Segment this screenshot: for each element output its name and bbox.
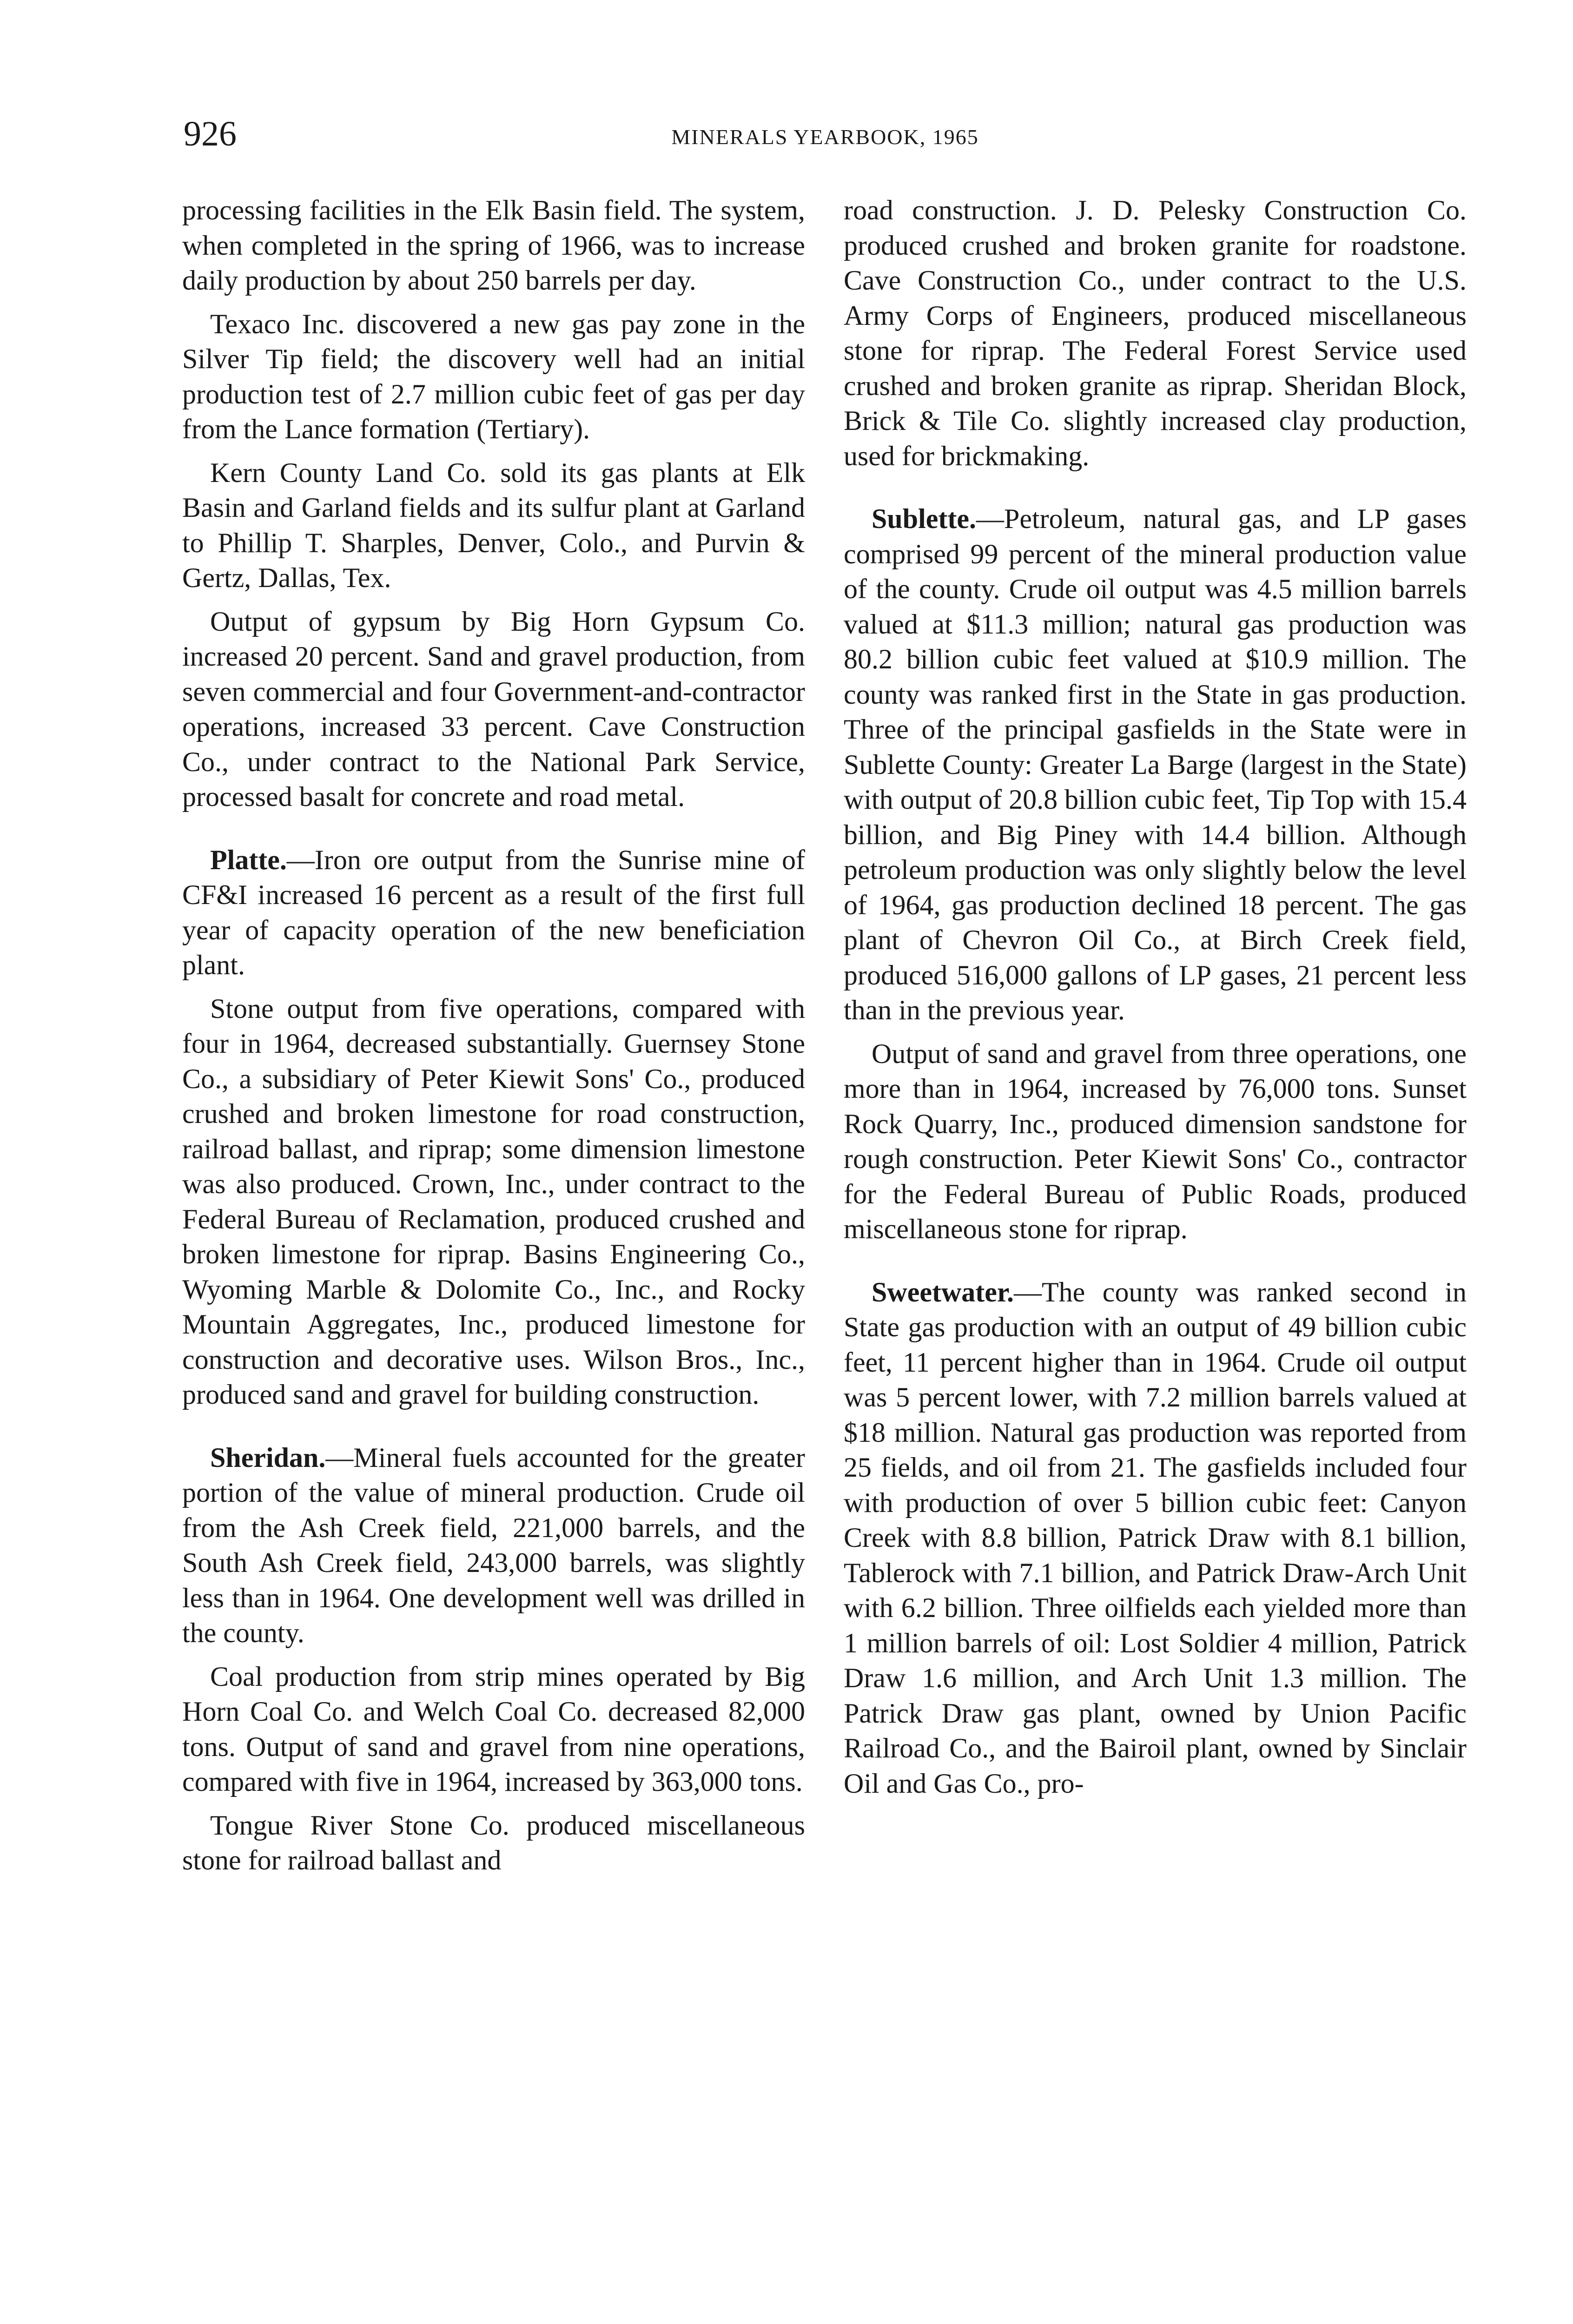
paragraph-text: —Iron ore output from the Sunrise mine of CF&I increased 16 percent as a result of the first full year of capacity operation of the new beneficiation plant.	[182, 844, 805, 980]
paragraph-text: —Petroleum, natural gas, and LP gases comprised 99 percent of the mineral production value of the county. Crude oil output was 4.5 million barrels valued at $11.3 million; natural gas production was 80.2 billion cubic feet valued at $10.9 million. The county was ranked first in the State in gas production. Three of the principal gasfields in the State were in Sublette County: Greater La Barge (largest in the State) with output of 20.8 billion cubic feet, Tip Top with 15.4 billion, and Big Piney with 14.4 billion. Although petroleum production was only slightly below the level of 1964, gas production declined 18 percent. The gas plant of Chevron Oil Co., at Birch Creek field, produced 516,000 gallons of LP gases, 21 percent less than in the previous year.	[844, 503, 1467, 1025]
paragraph-text: —Mineral fuels accounted for the greater portion of the value of mineral production. Crude oil from the Ash Creek field, 221,000 barrels, and the South Ash Creek field, 243,000 barrels, was slightly less than in 1964. One development well was drilled in the county.	[182, 1442, 805, 1648]
paragraph: road construction. J. D. Pelesky Construction Co. produced crushed and broken granite for roadstone. Cave Construction Co., under contract to the U.S. Army Corps of Engineers, produced miscellaneous stone for riprap. The Federal Forest Service used crushed and broken granite as riprap. Sheridan Block, Brick & Tile Co. slightly increased clay production, used for brickmaking.	[844, 195, 1467, 471]
sublette-section	[844, 502, 1467, 1028]
paragraph: Tongue River Stone Co. produced miscellaneous stone for railroad ballast and	[182, 1809, 805, 1875]
running-head: MINERALS YEARBOOK, 1965	[671, 125, 979, 149]
paragraph: Kern County Land Co. sold its gas plants at Elk Basin and Garland fields and its sulfur plant at Garland to Phillip T. Sharples, Denver, Colo., and Purvin & Gertz, Dallas, Tex.	[182, 457, 805, 593]
right-column	[844, 193, 1467, 1801]
sheridan-section	[182, 1440, 805, 1651]
section-heading-sublette: Sublette.	[872, 503, 976, 534]
paragraph: Output of gypsum by Big Horn Gypsum Co. increased 20 percent. Sand and gravel production, from seven commercial and four Government-and-contractor operations, increased 33 percent. Cave Construction Co., under contract to the National Park Service, processed basalt for concrete and road metal.	[182, 606, 805, 812]
page-number: 926	[184, 114, 237, 153]
left-column	[182, 193, 805, 1878]
paragraph: Texaco Inc. discovered a new gas pay zone in the Silver Tip field; the discovery well had an initial production test of 2.7 million cubic feet of gas per day from the Lance formation (Tertiary).	[182, 308, 805, 444]
paragraph: Coal production from strip mines operated by Big Horn Coal Co. and Welch Coal Co. decreased 82,000 tons. Output of sand and gravel from nine operations, compared with five in 1964, increased by 363,000 tons.	[182, 1661, 805, 1797]
paragraph: processing facilities in the Elk Basin field. The system, when completed in the spring of 1966, was to increase daily production by about 250 barrels per day.	[182, 195, 805, 296]
paragraph-text: —The county was ranked second in State gas production with an output of 49 billion cubic feet, 11 percent higher than in 1964. Crude oil output was 5 percent lower, with 7.2 million barrels valued at $18 million. Natural gas production was reported from 25 fields, and oil from 21. The gasfields included four with production of over 5 billion cubic feet: Canyon Creek with 8.8 billion, Patrick Draw with 8.1 billion, Tablerock with 7.1 billion, and Patrick Draw-Arch Unit with 6.2 billion. Three oilfields each yielded more than 1 million barrels of oil: Lost Soldier 4 million, Patrick Draw 1.6 million, and Arch Unit 1.3 million. The Patrick Draw gas plant, owned by Union Pacific Railroad Co., and the Bairoil plant, owned by Sinclair Oil and Gas Co., pro-	[844, 1276, 1467, 1799]
section-heading-sheridan: Sheridan.	[210, 1442, 326, 1473]
platte-section	[182, 843, 805, 983]
paragraph: Output of sand and gravel from three operations, one more than in 1964, increased by 76,000 tons. Sunset Rock Quarry, Inc., produced dimension sandstone for rough construction. Peter Kiewit Sons' Co., contractor for the Federal Bureau of Public Roads, produced miscellaneous stone for riprap.	[844, 1038, 1467, 1244]
sweetwater-section	[844, 1275, 1467, 1802]
section-heading-platte: Platte.	[210, 844, 287, 875]
paragraph: Stone output from five operations, compared with four in 1964, decreased substantially. Guernsey Stone Co., a subsidiary of Peter Kiewit Sons' Co., produced crushed and broken limestone for road construction, railroad ballast, and riprap; some dimension limestone was also produced. Crown, Inc., under contract to the Federal Bureau of Reclamation, produced crushed and broken limestone for riprap. Basins Engineering Co., Wyoming Marble & Dolomite Co., Inc., and Rocky Mountain Aggregates, Inc., produced limestone for construction and decorative uses. Wilson Bros., Inc., produced sand and gravel for building construction.	[182, 993, 805, 1410]
section-heading-sweetwater: Sweetwater.	[872, 1276, 1014, 1307]
